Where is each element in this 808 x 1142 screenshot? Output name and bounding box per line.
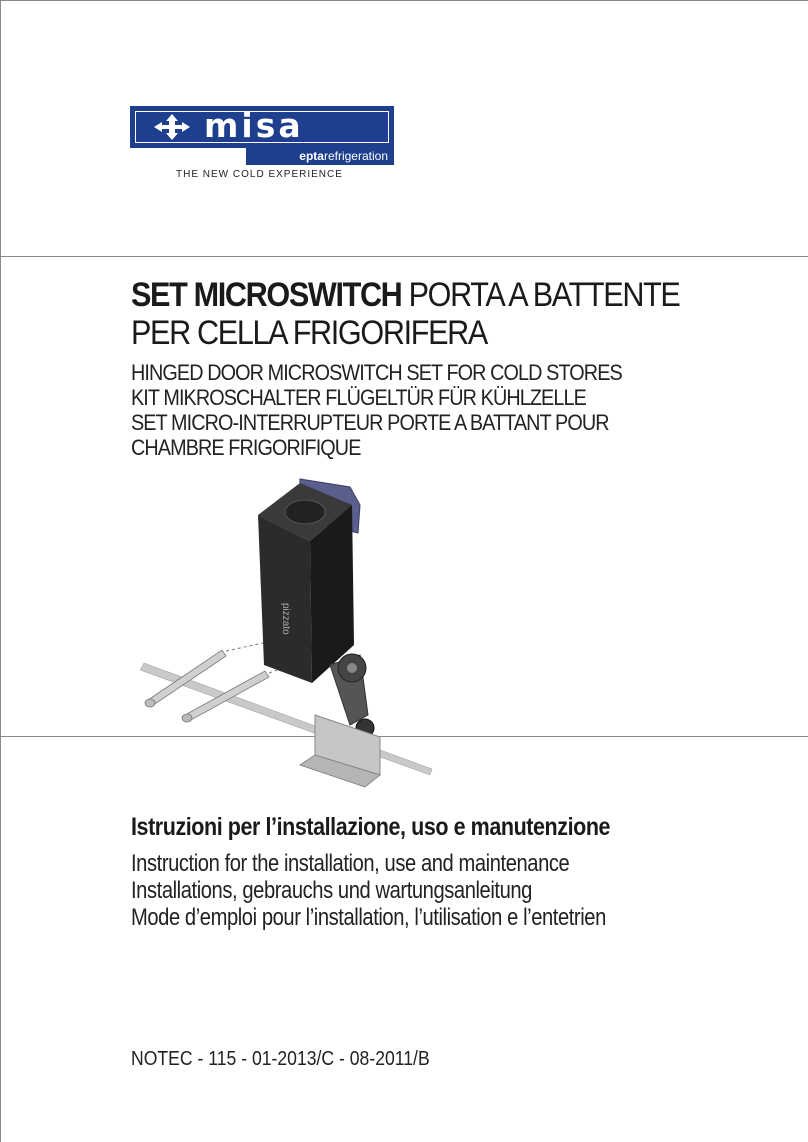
title-translation-en: HINGED DOOR MICROSWITCH SET FOR COLD STORES bbox=[131, 360, 622, 385]
brand-logo bbox=[130, 106, 394, 163]
instructions-title-en: Instruction for the installation, use and maintenance bbox=[131, 850, 570, 877]
title-translation-de: KIT MIKROSCHALTER FLÜGELTÜR FÜR KÜHLZELLE bbox=[131, 385, 586, 410]
divider-upper bbox=[0, 256, 808, 257]
title-line-1: SET MICROSWITCH PORTA A BATTENTE bbox=[131, 276, 680, 314]
document-code: NOTEC - 115 - 01-2013/C - 08-2011/B bbox=[131, 1048, 430, 1070]
microswitch-illustration-icon bbox=[140, 475, 440, 790]
frame-left-line bbox=[0, 0, 1, 1142]
instructions-block bbox=[131, 812, 696, 931]
title-line-2: PER CELLA FRIGORIFERA bbox=[131, 314, 487, 352]
snowflake-arrows-icon bbox=[144, 112, 200, 142]
instructions-title-fr: Mode d’emploi pour l’installation, l’utilisation e l’entetrien bbox=[131, 904, 606, 931]
title-translation-fr-2: CHAMBRE FRIGORIFIQUE bbox=[131, 435, 361, 460]
brand-tagline: THE NEW COLD EXPERIENCE bbox=[176, 169, 343, 180]
frame-top-line bbox=[0, 0, 808, 1]
logo-wordmark: misa bbox=[204, 106, 304, 145]
instructions-title-de: Installations, gebrauchs und wartungsanleitung bbox=[131, 877, 532, 904]
title-block bbox=[131, 276, 740, 460]
svg-text:pizzato: pizzato bbox=[280, 603, 291, 635]
logo-box bbox=[130, 106, 394, 148]
instructions-title-it: Istruzioni per l’installazione, uso e manutenzione bbox=[131, 813, 611, 841]
logo-subtitle: eptarefrigeration bbox=[246, 148, 394, 165]
title-translation-fr-1: SET MICRO-INTERRUPTEUR PORTE A BATTANT POUR bbox=[131, 410, 609, 435]
